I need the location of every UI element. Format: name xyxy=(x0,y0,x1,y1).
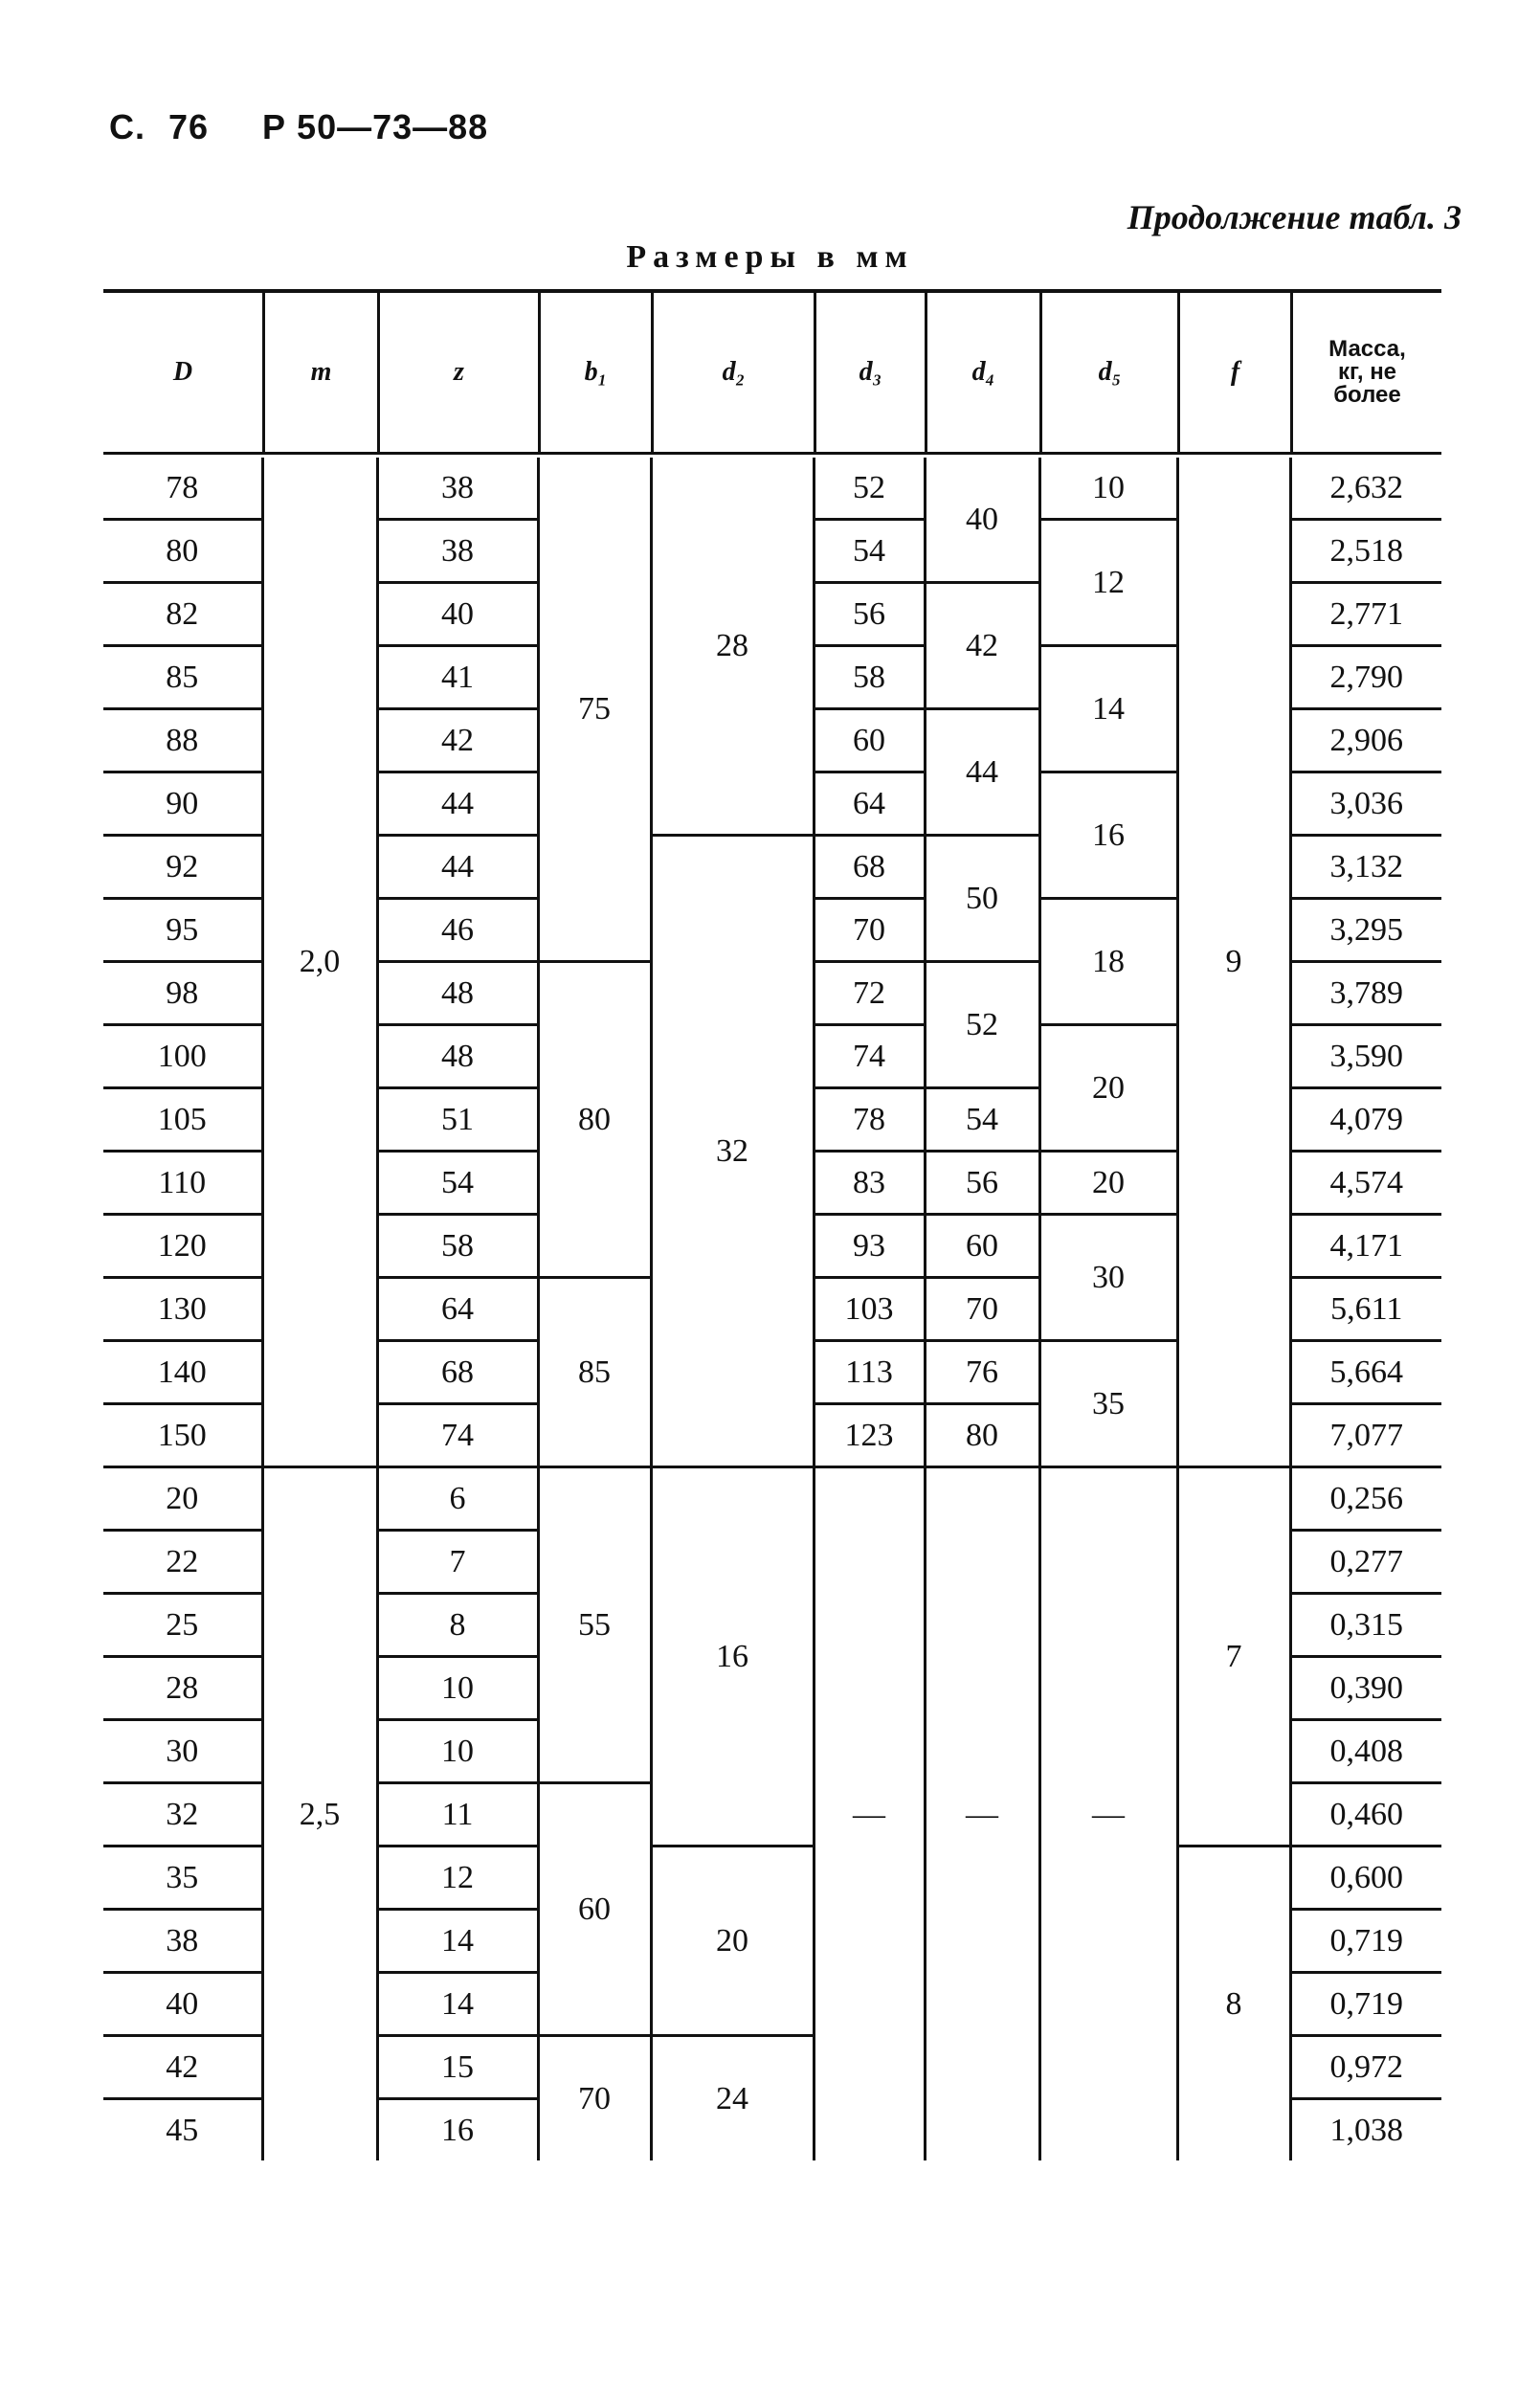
cell-b1: 85 xyxy=(538,1278,651,1467)
cell-mass: 4,171 xyxy=(1290,1215,1441,1278)
cell-D: 40 xyxy=(103,1973,262,2036)
cell-d3: 58 xyxy=(814,646,925,709)
cell-mass: 4,574 xyxy=(1290,1152,1441,1215)
cell-z: 38 xyxy=(377,520,538,583)
cell-D: 82 xyxy=(103,583,262,646)
cell-b1: 80 xyxy=(538,962,651,1278)
col-header-m: m xyxy=(262,293,377,452)
table-continuation-label: Продолжение табл. 3 xyxy=(1127,198,1462,236)
cell-d3: 60 xyxy=(814,709,925,772)
cell-D: 78 xyxy=(103,458,262,520)
cell-d3: 56 xyxy=(814,583,925,646)
cell-mass: 0,256 xyxy=(1290,1467,1441,1531)
cell-d4: 40 xyxy=(925,458,1039,583)
cell-mass: 0,972 xyxy=(1290,2036,1441,2099)
dimensions-note: Размеры в мм xyxy=(626,239,914,275)
cell-D: 85 xyxy=(103,646,262,709)
cell-D: 110 xyxy=(103,1152,262,1215)
cell-z: 10 xyxy=(377,1720,538,1783)
cell-D: 88 xyxy=(103,709,262,772)
cell-D: 22 xyxy=(103,1531,262,1594)
cell-mass: 5,664 xyxy=(1290,1341,1441,1404)
cell-D: 98 xyxy=(103,962,262,1025)
cell-z: 38 xyxy=(377,458,538,520)
cell-d4: 80 xyxy=(925,1404,1039,1467)
col-header-d2: d₂ xyxy=(651,293,814,452)
table-body xyxy=(103,458,1441,2160)
cell-D: 105 xyxy=(103,1088,262,1152)
cell-d4: 44 xyxy=(925,709,1039,836)
cell-z: 44 xyxy=(377,772,538,836)
cell-mass: 0,277 xyxy=(1290,1531,1441,1594)
cell-f: 9 xyxy=(1177,458,1290,1467)
col-header-d5: d₅ xyxy=(1039,293,1177,452)
cell-z: 68 xyxy=(377,1341,538,1404)
cell-d3: 54 xyxy=(814,520,925,583)
cell-d3: 78 xyxy=(814,1088,925,1152)
cell-d2: 32 xyxy=(651,836,814,1467)
cell-z: 15 xyxy=(377,2036,538,2099)
col-header-d3: d₃ xyxy=(814,293,925,452)
cell-f: 8 xyxy=(1177,1847,1290,2161)
cell-z: 74 xyxy=(377,1404,538,1467)
cell-d3: 83 xyxy=(814,1152,925,1215)
cell-D: 100 xyxy=(103,1025,262,1088)
column-divider xyxy=(261,2114,264,2152)
cell-d5: 20 xyxy=(1039,1152,1177,1215)
cell-d3: 123 xyxy=(814,1404,925,1467)
cell-b1: 75 xyxy=(538,458,651,962)
cell-D: 30 xyxy=(103,1720,262,1783)
cell-mass: 4,079 xyxy=(1290,1088,1441,1152)
table-header-row xyxy=(103,293,1441,452)
table-row xyxy=(103,458,1441,520)
column-divider xyxy=(376,2114,379,2152)
cell-mass: 2,518 xyxy=(1290,520,1441,583)
column-divider xyxy=(1038,2114,1041,2152)
cell-D: 42 xyxy=(103,2036,262,2099)
col-header-b1: b₁ xyxy=(538,293,651,452)
cell-f: 7 xyxy=(1177,1467,1290,1847)
cell-z: 7 xyxy=(377,1531,538,1594)
column-divider xyxy=(1176,2114,1179,2152)
page-label: С. xyxy=(109,107,145,146)
cell-D: 95 xyxy=(103,899,262,962)
cell-z: 48 xyxy=(377,962,538,1025)
cell-z: 48 xyxy=(377,1025,538,1088)
col-header-mass: Масса, кг, не более xyxy=(1290,293,1441,452)
cell-d3: 64 xyxy=(814,772,925,836)
cell-b1: 60 xyxy=(538,1783,651,2036)
cell-z: 51 xyxy=(377,1088,538,1152)
cell-z: 10 xyxy=(377,1657,538,1720)
cell-mass: 5,611 xyxy=(1290,1278,1441,1341)
cell-z: 44 xyxy=(377,836,538,899)
cell-z: 42 xyxy=(377,709,538,772)
cell-d4: 56 xyxy=(925,1152,1039,1215)
column-divider xyxy=(924,2114,926,2152)
cell-D: 45 xyxy=(166,2112,199,2148)
cell-D: 32 xyxy=(103,1783,262,1847)
cell-m: 2,0 xyxy=(262,458,377,1467)
cell-D: 80 xyxy=(103,520,262,583)
cell-d2: 16 xyxy=(651,1467,814,1847)
cell-d4: 52 xyxy=(925,962,1039,1088)
cell-z: 11 xyxy=(377,1783,538,1847)
cell-d4: 42 xyxy=(925,583,1039,709)
cell-D: 25 xyxy=(103,1594,262,1657)
cell-d5: 10 xyxy=(1039,458,1177,520)
cell-mass: 3,132 xyxy=(1290,836,1441,899)
cell-mass: 0,719 xyxy=(1290,1973,1441,2036)
table-header-rule xyxy=(103,452,1441,455)
cell-d5: 20 xyxy=(1039,1025,1177,1152)
cell-d5: 18 xyxy=(1039,899,1177,1025)
cell-z: 64 xyxy=(377,1278,538,1341)
cell-mass: 0,390 xyxy=(1290,1657,1441,1720)
table-tail xyxy=(103,2114,1441,2152)
cell-mass: 0,460 xyxy=(1290,1783,1441,1847)
cell-d2: 24 xyxy=(651,2036,814,2161)
cell-mass: 2,771 xyxy=(1290,583,1441,646)
cell-d5: — xyxy=(1039,1467,1177,2161)
cell-mass: 3,789 xyxy=(1290,962,1441,1025)
cell-mass: 1,038 xyxy=(1290,2099,1441,2161)
cell-z: 54 xyxy=(377,1152,538,1215)
cell-d2: 20 xyxy=(651,1847,814,2036)
column-divider xyxy=(813,2114,815,2152)
cell-D: 35 xyxy=(103,1847,262,1910)
column-divider xyxy=(650,2114,653,2152)
cell-mass: 2,632 xyxy=(1290,458,1441,520)
cell-d5: 14 xyxy=(1039,646,1177,772)
cell-b1: 70 xyxy=(538,2036,651,2161)
cell-d3-dash: — xyxy=(814,1467,925,2161)
cell-d5: 12 xyxy=(1039,520,1177,646)
cell-mass: 3,036 xyxy=(1290,772,1441,836)
cell-z: 16 xyxy=(377,2099,538,2161)
cell-D: 28 xyxy=(103,1657,262,1720)
cell-d4: — xyxy=(925,1467,1039,2161)
cell-D: 120 xyxy=(103,1215,262,1278)
cell-d5: 35 xyxy=(1039,1341,1177,1467)
page-number: 76 xyxy=(168,107,210,146)
cell-d3: 72 xyxy=(814,962,925,1025)
cell-d5: 30 xyxy=(1039,1215,1177,1341)
page-header xyxy=(109,107,488,147)
cell-z: 46 xyxy=(377,899,538,962)
cell-D: 90 xyxy=(103,772,262,836)
cell-d3: 103 xyxy=(814,1278,925,1341)
column-divider xyxy=(537,2114,540,2152)
cell-D: 130 xyxy=(103,1278,262,1341)
column-divider xyxy=(1289,2114,1292,2152)
cell-d3: 74 xyxy=(814,1025,925,1088)
col-header-D: D xyxy=(172,357,193,387)
cell-d4: 50 xyxy=(925,836,1039,962)
cell-d3: 70 xyxy=(814,899,925,962)
cell-m: 2,5 xyxy=(262,1467,377,2161)
cell-z: 14 xyxy=(377,1910,538,1973)
cell-mass: 7,077 xyxy=(1290,1404,1441,1467)
cell-mass: 3,295 xyxy=(1290,899,1441,962)
col-header-f: f xyxy=(1177,293,1290,452)
cell-z: 14 xyxy=(377,1973,538,2036)
cell-d5: 16 xyxy=(1039,772,1177,899)
cell-d4: 54 xyxy=(925,1088,1039,1152)
col-header-z: z xyxy=(377,293,538,452)
cell-mass: 2,906 xyxy=(1290,709,1441,772)
col-header-d4: d₄ xyxy=(925,293,1039,452)
cell-D: 38 xyxy=(103,1910,262,1973)
cell-mass: 0,408 xyxy=(1290,1720,1441,1783)
cell-d3: 52 xyxy=(814,458,925,520)
cell-z: 58 xyxy=(377,1215,538,1278)
cell-z: 40 xyxy=(377,583,538,646)
cell-z: 8 xyxy=(377,1594,538,1657)
cell-D: 20 xyxy=(103,1467,262,1531)
cell-mass: 0,600 xyxy=(1290,1847,1441,1910)
cell-d4: 76 xyxy=(925,1341,1039,1404)
cell-d2: 28 xyxy=(651,458,814,836)
cell-d3: 93 xyxy=(814,1215,925,1278)
cell-z: 12 xyxy=(377,1847,538,1910)
cell-d4: 70 xyxy=(925,1278,1039,1341)
cell-z: 6 xyxy=(377,1467,538,1531)
cell-z: 41 xyxy=(377,646,538,709)
cell-D: 92 xyxy=(103,836,262,899)
cell-d3: 68 xyxy=(814,836,925,899)
table-row xyxy=(103,1467,1441,1531)
standard-number: Р 50—73—88 xyxy=(262,107,489,146)
cell-d3: 113 xyxy=(814,1341,925,1404)
cell-D: 140 xyxy=(103,1341,262,1404)
cell-mass: 3,590 xyxy=(1290,1025,1441,1088)
cell-d4: 60 xyxy=(925,1215,1039,1278)
dimensions-table xyxy=(103,458,1441,2160)
cell-D: 150 xyxy=(103,1404,262,1467)
cell-mass: 2,790 xyxy=(1290,646,1441,709)
cell-mass: 0,719 xyxy=(1290,1910,1441,1973)
cell-mass: 0,315 xyxy=(1290,1594,1441,1657)
cell-b1: 55 xyxy=(538,1467,651,1783)
